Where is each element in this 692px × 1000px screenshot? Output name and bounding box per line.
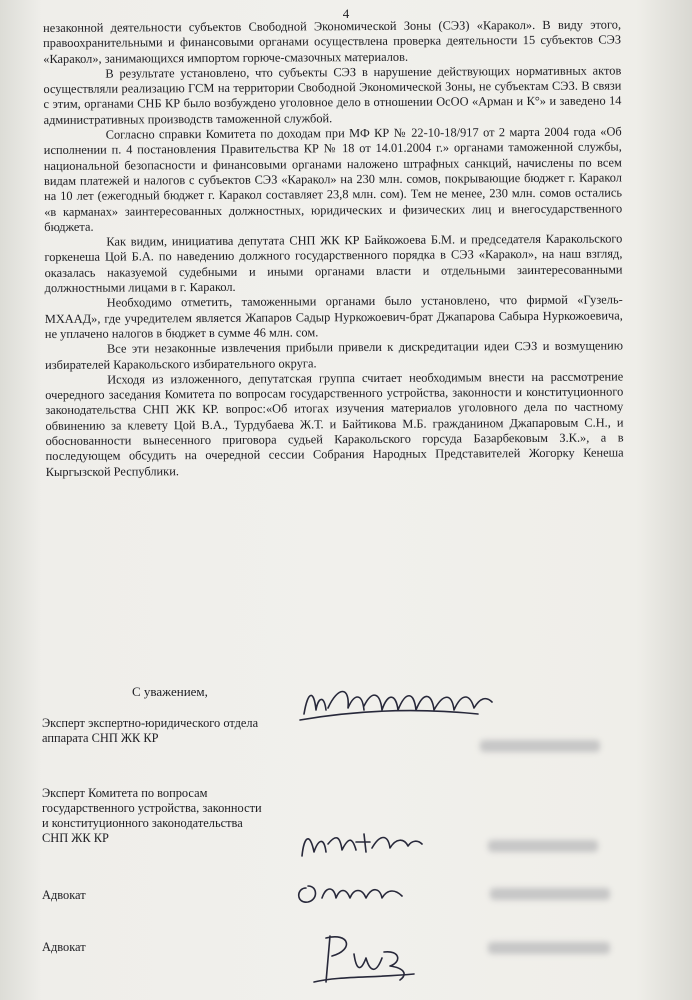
redacted-name bbox=[490, 888, 610, 900]
paragraph-2: В результате установлено, что субъекты СЭЗ в нарушение действующих нормативных актов осуществляли реализацию ГСМ на территории Свободной Экономической Зоны, не субъектам СЭЗ. В связи с этим, органами СНБ КР было возбуждено уголовное дело в отношении ОсОО «Арман и К°» и заведено 14 административных производств таможенной службой. bbox=[43, 63, 622, 127]
signatory-advocate-2 bbox=[42, 940, 86, 955]
signature-committee-expert bbox=[296, 822, 426, 864]
letter-body bbox=[43, 17, 624, 479]
paragraph-5: Необходимо отметить, таможенными органами было установлено, что фирмой «Гузель-МХААД», где учредителем является Жапаров Садыр Нуркожоевич-брат Джапарова Сабыра Нуркожоевича, не уплачено налогов в бюджет в сумме 46 млн. сом. bbox=[44, 292, 623, 341]
paragraph-7: Исходя из изложенного, депутатская группа считает необходимым внести на рассмотрение очередного заседания Комитета по вопросам государственного устройства, законности и конституционного законодательства СНП ЖК КР. вопрос:«Об итогах изучения материалов уголовного дела по частному обвинению за клевету Цой В.А., Турдубаева Ж.Т. и Байтикова М.Б. гражданином Джапаровым С.Н., и обоснованности вынесенного приговора судьей Каракольского горсуда Базарбековым З.К.», а в последующем обсудить на очередной сессии Собрания Народных Представителей Жогорку Кенеша Кыргызской Республики. bbox=[45, 369, 624, 479]
signatory-title-line: Адвокат bbox=[42, 940, 86, 954]
paragraph-4: Как видим, инициатива депутата СНП ЖК КР Байкожоева Б.М. и председателя Каракольского горкенеша Цой Б.А. по наведению должного государственного порядка в СЭЗ «Каракол», на наш взгляд, оказалась наказуемой судебными и иными органами власти и отдельными заинтересованными должностными лицами в г. Каракол. bbox=[44, 231, 623, 296]
redacted-name bbox=[488, 942, 610, 954]
signatory-advocate-1 bbox=[42, 888, 86, 903]
redacted-name bbox=[480, 740, 600, 752]
signatory-title-line: СНП ЖК КР bbox=[42, 831, 109, 845]
closing-salutation: С уважением, bbox=[132, 684, 208, 699]
signatory-expert-legal bbox=[42, 716, 258, 746]
paragraph-1: незаконной деятельности субъектов Свободной Экономической Зоны (СЭЗ) «Каракол». В виду этого, правоохранительными и финансовыми органами осуществлена проверка деятельности 15 субъектов СЭЗ «Каракол», занимающихся импортом горюче-смазочных материалов. bbox=[43, 17, 622, 66]
signatory-title-line: и конституционного законодательства bbox=[42, 816, 243, 830]
signatory-committee-expert bbox=[42, 786, 262, 846]
signatory-title-line: Адвокат bbox=[42, 888, 86, 902]
signatory-title-line: государственного устройства, законности bbox=[42, 801, 262, 815]
paragraph-3: Согласно справки Комитета по доходам при МФ КР № 22-10-18/917 от 2 марта 2004 года «Об исполнении п. 4 постановления Правительства КР № 18 от 14.01.2004 г.» органами таможенной службы, национальной безопасности и финансовыми органами наложено штрафных санкций, начислены по всем видам платежей и налогов с субъектов СЭЗ «Каракол» на 230 млн. сомов, покрывающие бюджет г. Каракол на 10 лет (ежегодный бюджет г. Каракол составляет 23,8 млн. сом). Тем не менее, 230 млн. сомов остались «в карманах» заинтересованных должностных, юридических и физических лиц и внегосударственного бюджета. bbox=[43, 124, 623, 234]
paragraph-6: Все эти незаконные извлечения прибыли привели к дискредитации идеи СЭЗ и возмущению избирателей Каракольского избирательного округа. bbox=[45, 338, 624, 372]
redacted-name bbox=[488, 840, 598, 852]
signatory-title-line: Эксперт Комитета по вопросам bbox=[42, 786, 208, 800]
signature-advocate-1 bbox=[292, 868, 412, 912]
signatory-title-line: Эксперт экспертно-юридического отдела bbox=[42, 716, 259, 730]
signature-expert-legal bbox=[298, 680, 498, 726]
signatory-title-line: аппарата СНП ЖК КР bbox=[42, 731, 159, 745]
page-number: 4 bbox=[342, 6, 350, 21]
signature-advocate-2 bbox=[310, 928, 420, 990]
